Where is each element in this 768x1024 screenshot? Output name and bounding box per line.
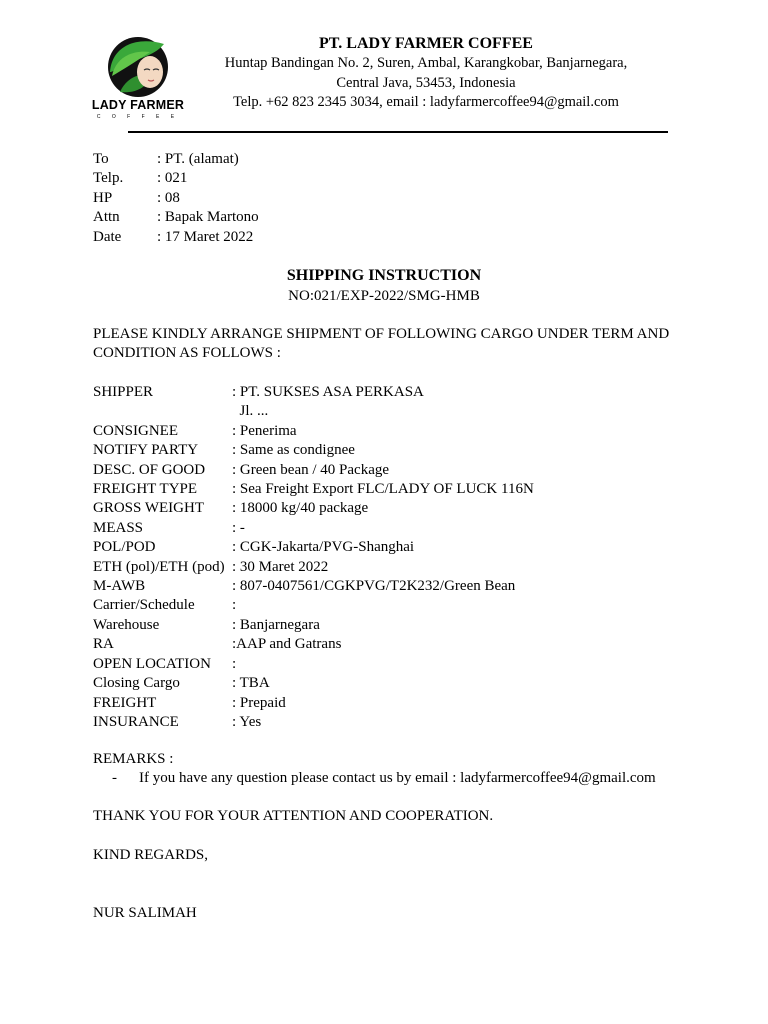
detail-value: : Green bean / 40 Package bbox=[232, 461, 390, 478]
remarks-section bbox=[93, 750, 713, 789]
company-logo bbox=[90, 32, 186, 124]
intro-paragraph: PLEASE KINDLY ARRANGE SHIPMENT OF FOLLOWING CARGO UNDER TERM AND CONDITION AS FOLLOWS : bbox=[93, 326, 670, 362]
company-address-line-1: Huntap Bandingan No. 2, Suren, Ambal, Karangkobar, Banjarnegara, bbox=[224, 55, 628, 71]
detail-label bbox=[93, 402, 232, 421]
detail-row-insurance bbox=[93, 713, 534, 732]
detail-value: : 30 Maret 2022 bbox=[232, 558, 329, 575]
detail-row-closing-cargo bbox=[93, 674, 534, 693]
detail-row-consignee bbox=[93, 422, 534, 441]
detail-label: INSURANCE bbox=[93, 713, 179, 730]
bullet-mark: - bbox=[112, 770, 117, 787]
detail-label: RA bbox=[93, 636, 114, 653]
detail-row-shipper bbox=[93, 383, 534, 402]
detail-value: : 807-0407561/CGKPVG/T2K232/Green Bean bbox=[232, 578, 516, 595]
field-label: Attn bbox=[93, 209, 120, 226]
letterhead-divider bbox=[128, 131, 668, 133]
detail-row-freight bbox=[93, 694, 534, 713]
document-title-block bbox=[0, 266, 768, 306]
company-contact: Telp. +62 823 2345 3034, email : ladyfarmercoffee94@gmail.com bbox=[233, 94, 619, 110]
detail-label: NOTIFY PARTY bbox=[93, 442, 199, 459]
recipient-block bbox=[93, 150, 259, 247]
detail-label: Closing Cargo bbox=[93, 675, 180, 692]
detail-row-ra bbox=[93, 635, 534, 654]
detail-label: GROSS WEIGHT bbox=[93, 500, 204, 517]
remarks-heading: REMARKS : bbox=[93, 751, 174, 767]
detail-row-pol-pod bbox=[93, 538, 534, 557]
signer-name: NUR SALIMAH bbox=[93, 905, 197, 921]
detail-row-desc-of-good bbox=[93, 461, 534, 480]
company-address-line-2: Central Java, 53453, Indonesia bbox=[336, 74, 516, 91]
field-value: : Bapak Martono bbox=[157, 209, 259, 226]
detail-row-gross-weight bbox=[93, 499, 534, 518]
field-label: HP bbox=[93, 189, 113, 206]
field-label: To bbox=[93, 151, 109, 167]
closing-thanks: THANK YOU FOR YOUR ATTENTION AND COOPERATION. bbox=[93, 808, 494, 824]
field-value: : 021 bbox=[157, 170, 188, 187]
detail-label: FREIGHT bbox=[93, 694, 157, 711]
detail-row-open-location bbox=[93, 655, 534, 674]
detail-row-notify-party bbox=[93, 441, 534, 460]
leaf-face-icon bbox=[90, 32, 186, 98]
detail-label: Warehouse bbox=[93, 616, 160, 633]
detail-value: : - bbox=[232, 519, 245, 536]
detail-label: FREIGHT TYPE bbox=[93, 481, 198, 498]
detail-label: M-AWB bbox=[93, 578, 146, 595]
detail-value: :AAP and Gatrans bbox=[232, 636, 342, 653]
shipment-details bbox=[93, 383, 534, 732]
company-name: PT. LADY FARMER COFFEE bbox=[319, 35, 533, 52]
remarks-item-text: If you have any question please contact us by email : ladyfarmercoffee94@gmail.com bbox=[139, 770, 656, 787]
field-label: Date bbox=[93, 228, 122, 245]
field-value: : 17 Maret 2022 bbox=[157, 228, 254, 245]
detail-value: : Yes bbox=[232, 713, 262, 730]
detail-row-warehouse bbox=[93, 616, 534, 635]
detail-label: MEASS bbox=[93, 519, 144, 536]
detail-value: : Penerima bbox=[232, 422, 297, 439]
detail-row-carrier-schedule bbox=[93, 596, 534, 615]
detail-label: SHIPPER bbox=[93, 384, 154, 400]
detail-value: : TBA bbox=[232, 675, 270, 692]
detail-value: : PT. SUKSES ASA PERKASA bbox=[232, 384, 424, 400]
logo-name: LADY FARMER bbox=[91, 98, 185, 112]
remarks-item bbox=[93, 769, 713, 788]
detail-label: DESC. OF GOOD bbox=[93, 461, 206, 478]
detail-value: : CGK-Jakarta/PVG-Shanghai bbox=[232, 539, 415, 556]
detail-value: Jl. ... bbox=[232, 403, 269, 420]
detail-value: : Sea Freight Export FLC/LADY OF LUCK 116N bbox=[232, 481, 534, 498]
detail-row-eth bbox=[93, 558, 534, 577]
detail-value: : bbox=[232, 655, 237, 672]
document-number: NO:021/EXP-2022/SMG-HMB bbox=[288, 288, 480, 304]
document-title: SHIPPING INSTRUCTION bbox=[286, 267, 482, 284]
detail-row-shipper-address bbox=[93, 402, 534, 421]
header-row-hp bbox=[93, 189, 259, 208]
field-label: Telp. bbox=[93, 170, 124, 187]
detail-label: Carrier/Schedule bbox=[93, 597, 195, 614]
detail-value: : Prepaid bbox=[232, 694, 286, 711]
detail-row-m-awb bbox=[93, 577, 534, 596]
detail-value: : 18000 kg/40 package bbox=[232, 500, 369, 517]
detail-label: POL/POD bbox=[93, 539, 156, 556]
logo-subtext: C O F F E E bbox=[96, 114, 180, 120]
letterhead bbox=[196, 34, 656, 113]
detail-label: CONSIGNEE bbox=[93, 422, 178, 439]
header-row-date bbox=[93, 228, 259, 247]
detail-value: : bbox=[232, 597, 237, 614]
detail-value: : Banjarnegara bbox=[232, 616, 320, 633]
field-value: : 08 bbox=[157, 189, 180, 206]
header-row-telp bbox=[93, 169, 259, 188]
detail-label: OPEN LOCATION bbox=[93, 655, 211, 672]
header-row-to bbox=[93, 150, 259, 169]
detail-value: : Same as condignee bbox=[232, 442, 355, 459]
detail-row-meass bbox=[93, 519, 534, 538]
detail-row-freight-type bbox=[93, 480, 534, 499]
closing-regards: KIND REGARDS, bbox=[93, 847, 209, 863]
detail-label: ETH (pol)/ETH (pod) bbox=[93, 558, 225, 575]
header-row-attn bbox=[93, 208, 259, 227]
field-value: : PT. (alamat) bbox=[157, 151, 239, 167]
